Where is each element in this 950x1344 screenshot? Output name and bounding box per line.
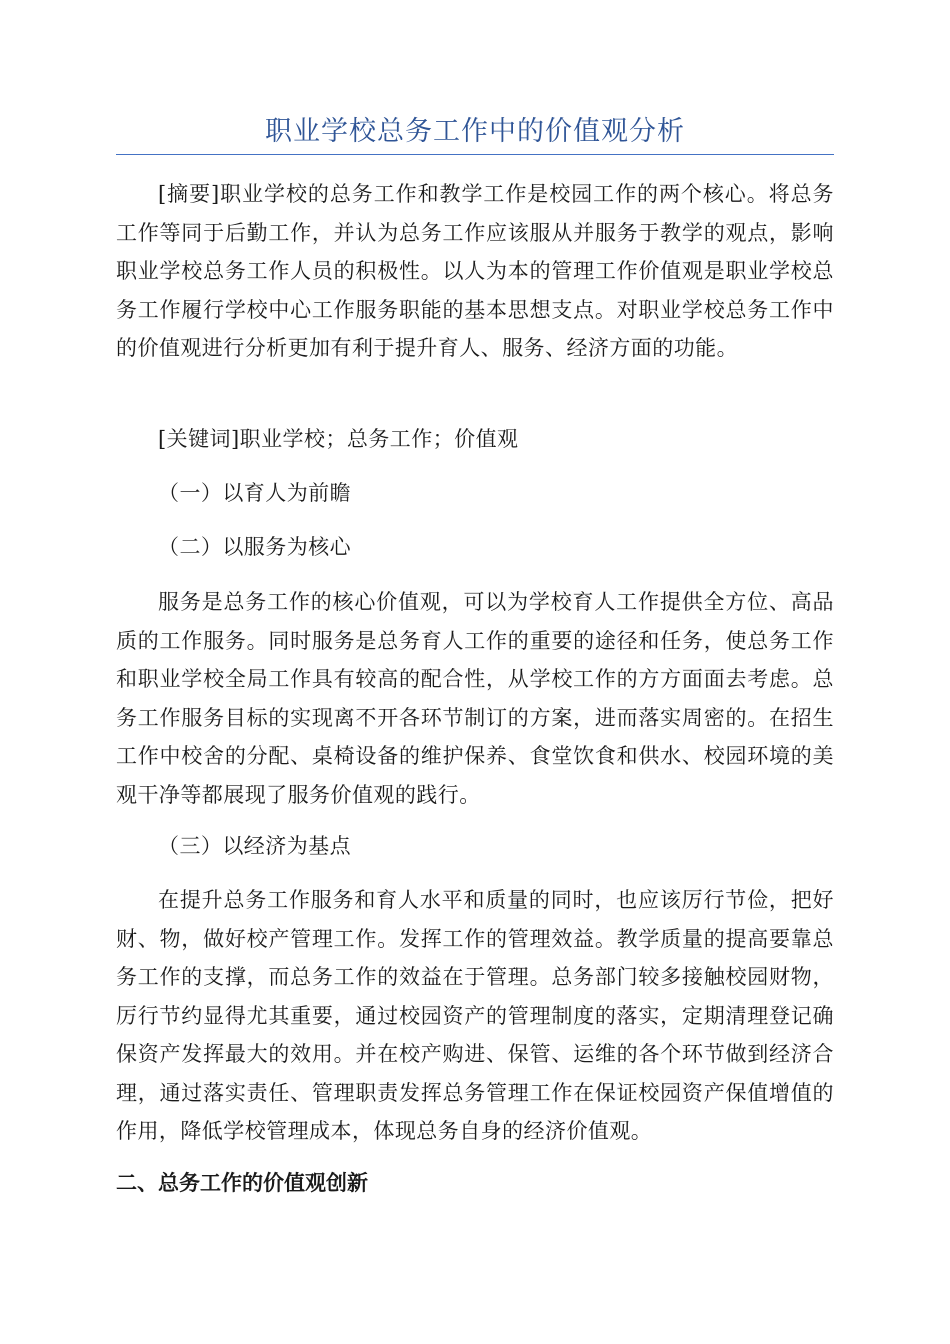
title-underline: [116, 154, 834, 155]
section-heading-3: （三）以经济为基点: [158, 834, 352, 858]
document-title: 职业学校总务工作中的价值观分析: [265, 116, 685, 147]
part-2-heading: 二、总务工作的价值观创新: [116, 1171, 368, 1195]
keywords-line: [关键词]职业学校；总务工作；价值观: [158, 427, 519, 451]
abstract-paragraph: [摘要]职业学校的总务工作和教学工作是校园工作的两个核心。将总务工作等同于后勤工作，并认为总务工作应该服从并服务于教学的观点，影响职业学校总务工作人员的积极性。以人为本的管理工作价值观是职业学校总务工作履行学校中心工作服务职能的基本思想支点。对职业学校总务工作中的价值观进行分析更加有利于提升育人、服务、经济方面的功能。: [116, 182, 834, 360]
section-2-paragraph: 服务是总务工作的核心价值观，可以为学校育人工作提供全方位、高品质的工作服务。同时服务是总务育人工作的重要的途径和任务，使总务工作和职业学校全局工作具有较高的配合性，从学校工作的方方面面去考虑。总务工作服务目标的实现离不开各环节制订的方案，进而落实周密的。在招生工作中校舍的分配、桌椅设备的维护保养、食堂饮食和供水、校园环境的美观干净等都展现了服务价值观的践行。: [116, 590, 834, 807]
section-3-paragraph: 在提升总务工作服务和育人水平和质量的同时，也应该厉行节俭，把好财、物，做好校产管理工作。发挥工作的管理效益。教学质量的提高要靠总务工作的支撑，而总务工作的效益在于管理。总务部门较多接触校园财物，厉行节约显得尤其重要，通过校园资产的管理制度的落实，定期清理登记确保资产发挥最大的效用。并在校产购进、保管、运维的各个环节做到经济合理，通过落实责任、管理职责发挥总务管理工作在保证校园资产保值增值的作用，降低学校管理成本，体现总务自身的经济价值观。: [116, 888, 834, 1143]
section-heading-2: （二）以服务为核心: [158, 535, 352, 559]
section-heading-1: （一）以育人为前瞻: [158, 481, 352, 505]
